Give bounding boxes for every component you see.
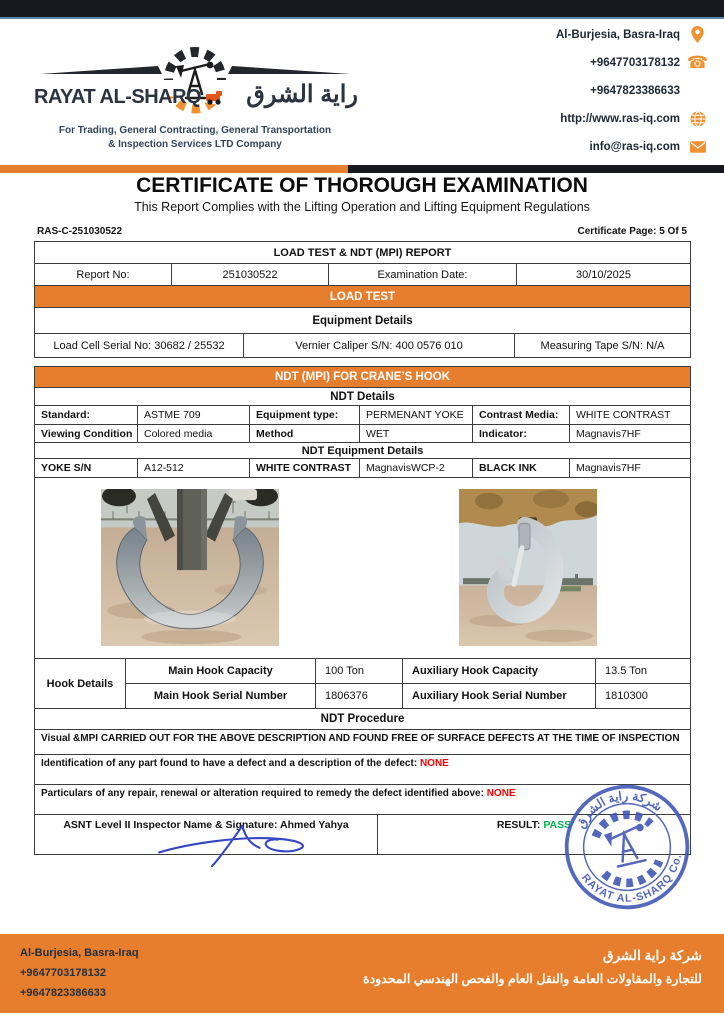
globe-icon (689, 110, 706, 127)
result-label: RESULT: (496, 819, 541, 831)
report-section-title: LOAD TEST & NDT (MPI) REPORT (273, 246, 452, 259)
footer-phone1: +9647703178132 (20, 967, 106, 979)
contact-info (486, 26, 709, 155)
aux-hook-serial-label: Auxiliary Hook Serial Number (402, 684, 595, 708)
contact-website (486, 110, 706, 127)
location-pin-icon (689, 26, 706, 43)
identification-value: NONE (419, 758, 449, 769)
aux-hook-capacity-value: 13.5 Ton (595, 659, 690, 683)
certificate-ref-no: RAS-C-251030522 (37, 226, 123, 237)
certificate-page-label: Certificate Page: 5 Of 5 (577, 226, 687, 237)
visual-mpi-statement: Visual &MPI CARRIED OUT FOR THE ABOVE DESCRIPTION AND FOUND FREE OF SURFACE DEFECTS AT THE TIME OF INSPECTION (35, 729, 690, 754)
company-tagline (30, 124, 360, 152)
inspector-label: ASNT Level II Inspector Name & Signature: Ahmed Yahya (63, 819, 349, 831)
footer-contact-block (20, 943, 139, 1003)
footer-phone2: +9647823386633 (20, 987, 106, 999)
page-subtitle: This Report Complies with the Lifting Operation and Lifting Equipment Regulations (134, 200, 590, 214)
ndt-section-header: NDT (MPI) FOR CRANE’S HOOK (35, 367, 690, 387)
company-name-en: RAYAT AL-SHARQ (34, 86, 202, 108)
contact-phone2 (486, 82, 706, 99)
report-no-value: 251030522 (171, 264, 328, 285)
inspector-signature-cell (35, 815, 378, 854)
aux-hook-capacity-label: Auxiliary Hook Capacity (402, 659, 595, 683)
footer-address: Al-Burjesia, Basra-Iraq (20, 947, 139, 959)
auxiliary-hook-photo (459, 489, 597, 646)
icon-spacer (689, 82, 706, 99)
method-value: WET (359, 425, 472, 442)
equipment-type-label: Equipment type: (249, 406, 359, 424)
contrast-media-value: WHITE CONTRAST (569, 406, 690, 424)
company-logo (30, 38, 360, 154)
load-cell-serial: Load Cell Serial No: 30682 / 25532 (53, 339, 225, 352)
identification-statement (35, 754, 690, 784)
footer-company-name-ar: شركة راية الشرق (602, 948, 702, 963)
main-hook-serial-value: 1806376 (315, 684, 402, 708)
stamp-latin-text: RAYAT AL-SHARQ Co. (579, 852, 685, 905)
website-text: http://www.ras-iq.com (560, 112, 680, 125)
main-hook-serial-label: Main Hook Serial Number (153, 690, 288, 703)
yoke-value: A12-512 (137, 459, 249, 477)
hook-details-block (35, 658, 690, 708)
particulars-value: NONE (486, 788, 516, 799)
result-value: PASS (543, 819, 572, 831)
yoke-label: YOKE S/N (41, 462, 92, 474)
tagline-line2: & Inspection Services LTD Company (108, 139, 282, 150)
footer-bar (0, 934, 724, 1013)
black-ink-value: Magnavis7HF (569, 459, 690, 477)
main-hook-photo (101, 489, 279, 646)
contact-email (486, 138, 706, 155)
address-text: Al-Burjesia, Basra-Iraq (556, 28, 680, 41)
equipment-type-value: PERMENANT YOKE (359, 406, 472, 424)
divider-orange-segment (0, 165, 348, 173)
equipment-details-header: Equipment Details (35, 307, 690, 333)
inspector-signature (145, 825, 345, 867)
viewing-condition-label: Viewing Condition (41, 427, 133, 440)
particulars-label: Particulars of any repair, renewal or alteration required to remedy the defect identified above: (41, 788, 484, 799)
ndt-equipment-details-header: NDT Equipment Details (35, 442, 690, 458)
vernier-caliper-serial: Vernier Caliper S/N: 400 0576 010 (243, 334, 514, 357)
top-header-bar (0, 0, 724, 19)
phone1-text: +9647703178132 (590, 56, 680, 69)
phone2-text: +9647823386633 (590, 84, 680, 97)
ndt-details-header: NDT Details (35, 387, 690, 405)
company-name-ar: راية الشرق (246, 81, 358, 108)
load-test-table (34, 241, 691, 358)
page-title: CERTIFICATE OF THOROUGH EXAMINATION (136, 174, 588, 197)
divider-dark-segment (348, 165, 724, 173)
contact-address (486, 26, 706, 43)
reference-row (37, 226, 687, 237)
hook-details-label: Hook Details (35, 659, 126, 708)
ndt-table (34, 366, 691, 855)
phone-icon: ☎ (686, 53, 709, 72)
white-contrast-label: WHITE CONTRAST (249, 459, 359, 477)
main-hook-capacity-value: 100 Ton (315, 659, 402, 683)
report-no-label: Report No: (76, 268, 130, 281)
measuring-tape-serial: Measuring Tape S/N: N/A (514, 334, 690, 357)
contrast-media-label: Contrast Media: (472, 406, 569, 424)
hook-photos-row (35, 477, 690, 658)
envelope-icon (689, 138, 706, 155)
stamp-arabic-text: شركة راية الشرق (573, 788, 665, 831)
indicator-label: Indicator: (472, 425, 569, 442)
exam-date-value: 30/10/2025 (516, 264, 690, 285)
aux-hook-serial-value: 1810300 (595, 684, 690, 708)
main-hook-capacity-label: Main Hook Capacity (168, 665, 273, 678)
standard-value: ASTME 709 (137, 406, 249, 424)
load-test-header: LOAD TEST (35, 285, 690, 307)
indicator-value: Magnavis7HF (569, 425, 690, 442)
contact-phone1 (486, 53, 709, 72)
white-contrast-value: MagnavisWCP-2 (359, 459, 472, 477)
footer-company-arabic (363, 944, 702, 990)
ndt-procedure-header: NDT Procedure (35, 708, 690, 729)
email-text: info@ras-iq.com (589, 140, 680, 153)
black-ink-label: BLACK INK (472, 459, 569, 477)
stamp-pumpjack-icon (608, 826, 647, 867)
tagline-line1: For Trading, General Contracting, General Transportation (58, 125, 332, 136)
standard-label: Standard: (41, 409, 91, 421)
exam-date-label: Examination Date: (328, 264, 516, 285)
identification-label: Identification of any part found to have a defect and a description of the defect: (41, 758, 418, 769)
method-label: Method (249, 425, 359, 442)
viewing-condition-value: Colored media (137, 425, 249, 442)
footer-company-desc-ar: للتجارة والمقاولات العامة والنقل العام والفحص الهندسي المحدودة (363, 972, 702, 986)
